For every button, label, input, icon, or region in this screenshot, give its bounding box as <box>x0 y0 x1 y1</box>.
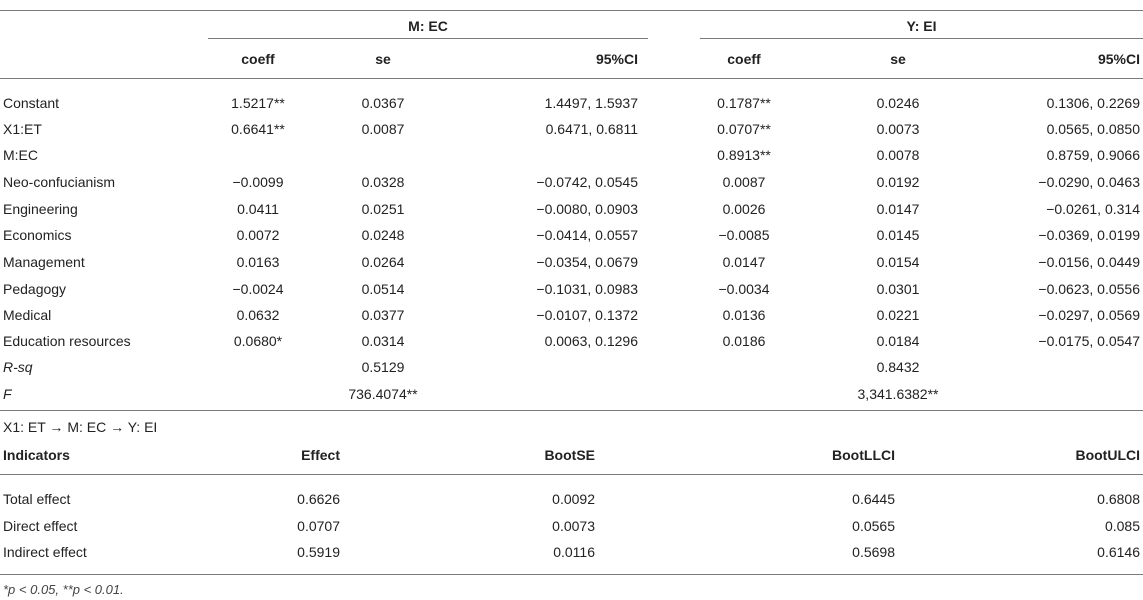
table-cell: −0.0297, 0.0569 <box>1038 307 1140 323</box>
table-cell: 0.0707** <box>717 121 771 137</box>
effects-header-0: Indicators <box>3 447 70 463</box>
table-cell: −0.0623, 0.0556 <box>1038 281 1140 297</box>
table-cell: 0.0251 <box>361 201 405 217</box>
row-label: X1:ET <box>3 121 42 137</box>
table-cell: 0.0147 <box>876 201 920 217</box>
table-cell: 0.8432 <box>876 359 920 375</box>
column-header-3: coeff <box>727 51 761 67</box>
table-cell: −0.0290, 0.0463 <box>1038 174 1140 190</box>
column-header-2: 95%CI <box>595 51 638 67</box>
row-label: Economics <box>3 227 72 243</box>
effect-cell: 0.5698 <box>852 544 895 560</box>
effects-header-4: BootULCI <box>1075 447 1140 463</box>
effect-cell: 0.6146 <box>1097 544 1140 560</box>
table-cell: 1.4497, 1.5937 <box>544 95 638 111</box>
table-cell: −0.0107, 0.1372 <box>536 307 638 323</box>
table-cell: −0.0414, 0.0557 <box>536 227 638 243</box>
table-cell: 0.0301 <box>876 281 920 297</box>
table-cell: 3,341.6382** <box>857 386 939 402</box>
table-cell: 0.0632 <box>236 307 280 323</box>
table-cell: 0.0136 <box>722 307 766 323</box>
table-cell: 0.0328 <box>361 174 405 190</box>
column-header-0: coeff <box>241 51 275 67</box>
table-cell: 0.0073 <box>876 121 920 137</box>
table-cell: 0.0078 <box>876 147 920 163</box>
table-cell: 0.0026 <box>722 201 766 217</box>
table-cell: 0.0072 <box>236 227 280 243</box>
effect-cell: 0.0092 <box>552 491 595 507</box>
row-label: Pedagogy <box>3 281 67 297</box>
group-rule-y <box>700 38 1143 39</box>
table-cell: −0.0099 <box>232 174 284 190</box>
header-rule <box>0 78 1143 79</box>
table-cell: 0.0264 <box>361 254 405 270</box>
effect-cell: 0.0073 <box>552 518 595 534</box>
table-cell: 0.0145 <box>876 227 920 243</box>
effect-label: Indirect effect <box>3 544 87 560</box>
table-cell: 0.0154 <box>876 254 920 270</box>
table-cell: 736.4074** <box>348 386 418 402</box>
effects-header-3: BootLLCI <box>832 447 895 463</box>
table-cell: 0.0377 <box>361 307 405 323</box>
effect-label: Direct effect <box>3 518 78 534</box>
table-cell: −0.1031, 0.0983 <box>536 281 638 297</box>
table-cell: −0.0742, 0.0545 <box>536 174 638 190</box>
row-label: F <box>3 386 12 402</box>
table-cell: 0.0192 <box>876 174 920 190</box>
effect-cell: 0.6445 <box>852 491 895 507</box>
effects-header-rule <box>0 474 1143 475</box>
table-cell: 0.0367 <box>361 95 405 111</box>
table-cell: 0.0163 <box>236 254 280 270</box>
table-cell: 0.0514 <box>361 281 405 297</box>
table-cell: −0.0156, 0.0449 <box>1038 254 1140 270</box>
path-title: X1: ET → M: EC → Y: EI <box>3 419 158 435</box>
row-label: Education resources <box>3 333 131 349</box>
column-header-1: se <box>375 51 391 67</box>
effect-cell: 0.6626 <box>297 491 340 507</box>
table-cell: 0.0063, 0.1296 <box>544 333 638 349</box>
group-rule-m <box>208 38 648 39</box>
table-cell: 0.1787** <box>717 95 771 111</box>
top-rule <box>0 10 1143 11</box>
table-cell: 0.8759, 0.9066 <box>1046 147 1140 163</box>
row-label: Medical <box>3 307 52 323</box>
effect-cell: 0.0116 <box>553 544 595 560</box>
table-cell: 0.6641** <box>231 121 285 137</box>
table-cell: −0.0369, 0.0199 <box>1038 227 1140 243</box>
table-cell: 0.0087 <box>361 121 405 137</box>
bottom-rule <box>0 574 1143 575</box>
table-cell: 0.0314 <box>361 333 405 349</box>
table-cell: 0.5129 <box>361 359 405 375</box>
row-label: Neo-confucianism <box>3 174 116 190</box>
effect-cell: 0.085 <box>1104 518 1140 534</box>
table-cell: −0.0024 <box>232 281 284 297</box>
table-cell: 0.0411 <box>237 201 279 217</box>
table-cell: −0.0034 <box>718 281 770 297</box>
table-cell: −0.0080, 0.0903 <box>536 201 638 217</box>
row-label: Management <box>3 254 85 270</box>
table-cell: 1.5217** <box>231 95 285 111</box>
body-end-rule <box>0 410 1143 411</box>
row-label: R-sq <box>3 359 33 375</box>
table-cell: 0.0221 <box>876 307 920 323</box>
table-cell: 0.0186 <box>722 333 766 349</box>
table-cell: 0.0184 <box>876 333 920 349</box>
table-cell: 0.1306, 0.2269 <box>1046 95 1140 111</box>
effect-label: Total effect <box>3 491 71 507</box>
effect-cell: 0.6808 <box>1097 491 1140 507</box>
effect-cell: 0.0565 <box>852 518 895 534</box>
effects-header-1: Effect <box>301 447 340 463</box>
effect-cell: 0.0707 <box>297 518 340 534</box>
table-cell: 0.8913** <box>717 147 771 163</box>
group-header-m: M: EC <box>408 18 448 34</box>
effect-cell: 0.5919 <box>297 544 340 560</box>
table-cell: 0.6471, 0.6811 <box>545 121 638 137</box>
table-cell: 0.0246 <box>876 95 920 111</box>
column-header-4: se <box>890 51 906 67</box>
table-cell: 0.0147 <box>722 254 766 270</box>
row-label: M:EC <box>3 147 38 163</box>
table-cell: 0.0565, 0.0850 <box>1046 121 1140 137</box>
table-cell: −0.0261, 0.314 <box>1046 201 1140 217</box>
row-label: Constant <box>3 95 60 111</box>
table-cell: 0.0087 <box>722 174 766 190</box>
column-header-5: 95%CI <box>1097 51 1140 67</box>
table-cell: −0.0354, 0.0679 <box>536 254 638 270</box>
effects-header-2: BootSE <box>544 447 595 463</box>
group-header-y: Y: EI <box>906 18 937 34</box>
footnote: *p < 0.05, **p < 0.01. <box>3 582 124 597</box>
row-label: Engineering <box>3 201 78 217</box>
table-cell: 0.0248 <box>361 227 405 243</box>
table-cell: −0.0085 <box>718 227 770 243</box>
table-cell: −0.0175, 0.0547 <box>1038 333 1140 349</box>
table-cell: 0.0680* <box>233 333 283 349</box>
